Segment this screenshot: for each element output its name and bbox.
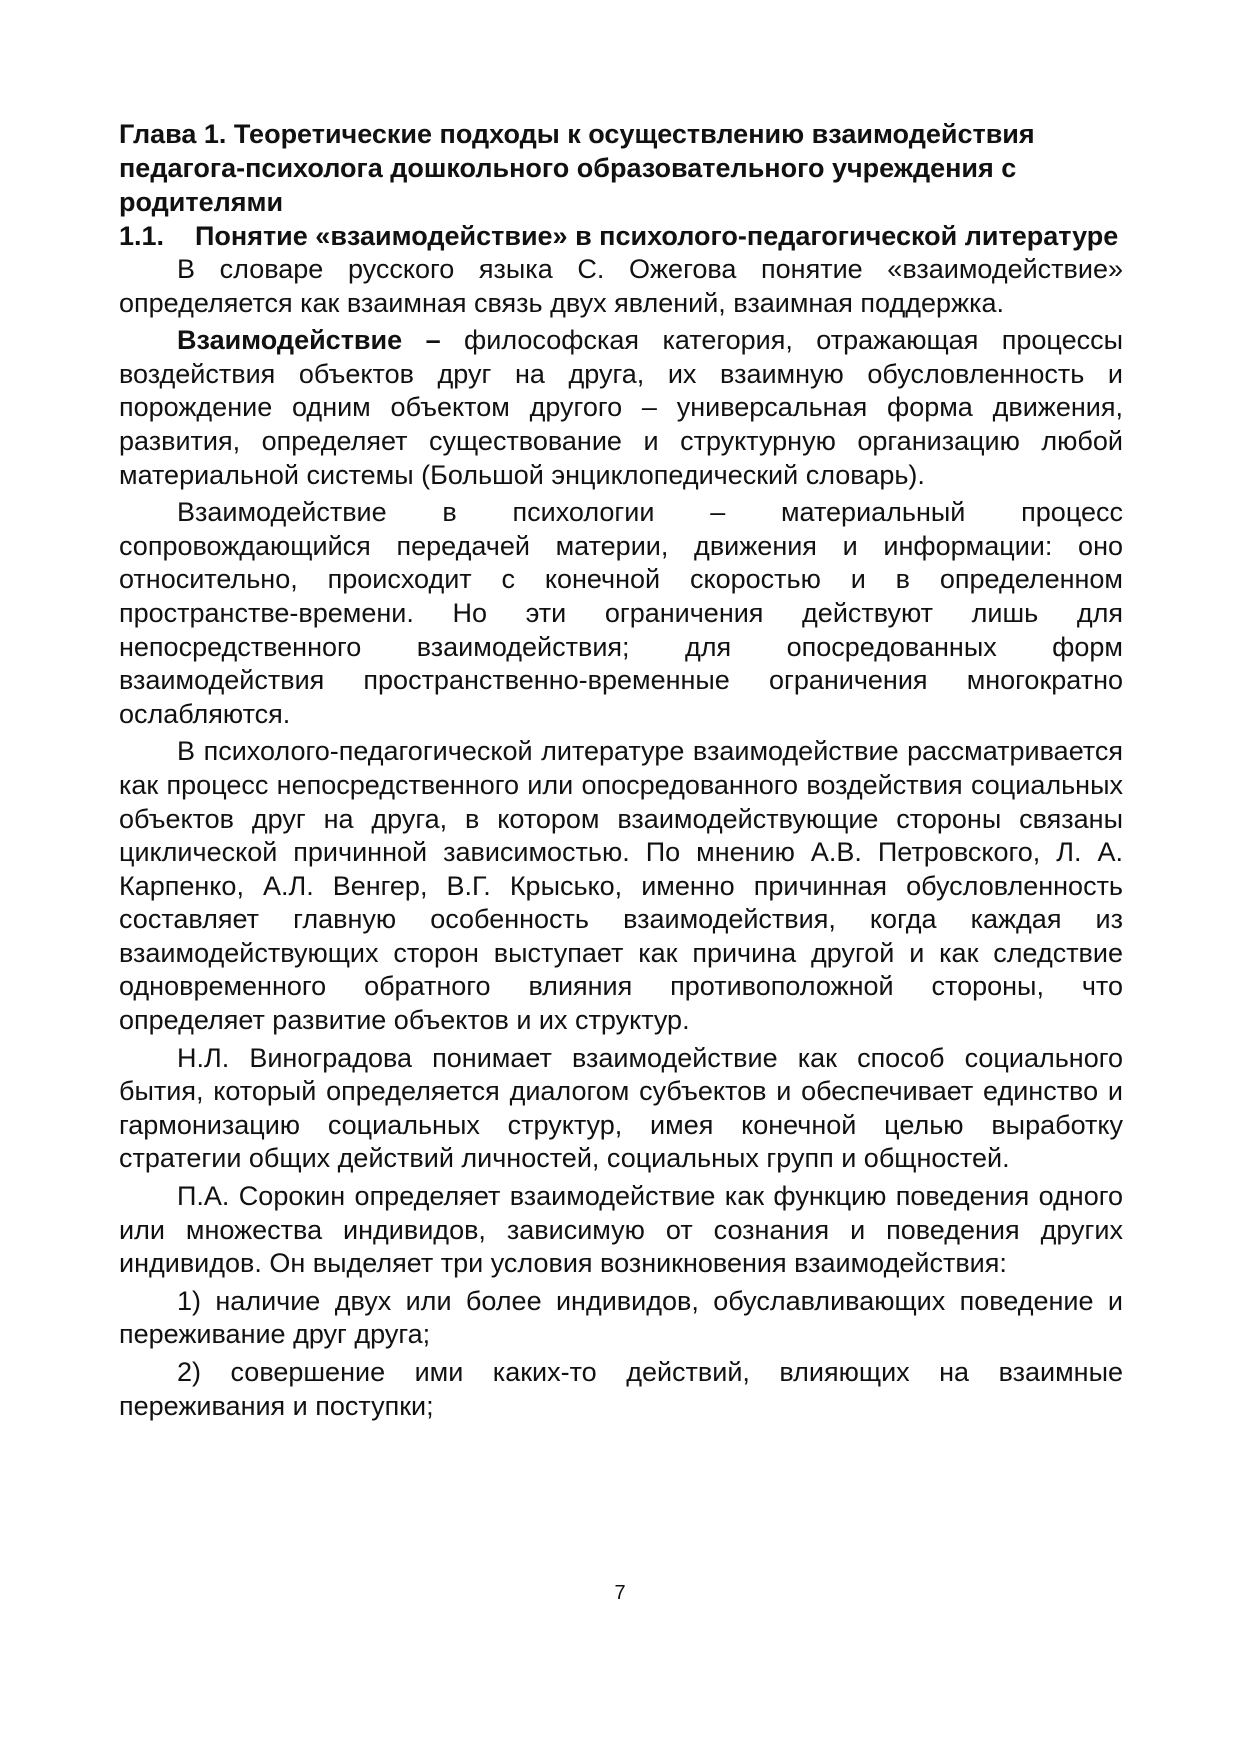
- paragraph-philosophy-definition: [119, 320, 1123, 492]
- paragraph-pedagogical-literature: В психолого-педагогической литературе взаимодействие рассматривается как процесс непосредственного или опосредованного воздействия социальных объектов друг на друга, в котором взаимодействующие стороны связаны циклической причинной зависимостью. По мнению А.В. Петровского, Л. А. Карпенко, А.Л. Венгер, В.Г. Крысько, именно причинная обусловленность составляет главную особенность взаимодействия, когда каждая из взаимодействующих сторон выступает как причина другой и как следствие одновременного обратного влияния противоположной стороны, что определяет развитие объектов и их структур.: [119, 736, 1123, 1036]
- paragraph-lead-term: Взаимодействие –: [177, 325, 441, 356]
- list-item: 2) совершение ими каких-то действий, влияющих на взаимные переживания и поступки;: [119, 1357, 1123, 1421]
- paragraph-lead-text: философская категория, отражающая процессы воздействия объектов друг на друга, их взаимную обусловленность и порождение одним объектом другого – универсальная форма движения, развития, определяет существование и структурную организацию любой материальной системы (Большой энциклопедический словарь).: [119, 325, 1123, 490]
- section-title: Понятие «взаимодействие» в психолого-педагогической литературе: [195, 221, 1119, 251]
- section-number: 1.1.: [119, 221, 165, 251]
- page-number: 7: [614, 1582, 626, 1604]
- chapter-title: Глава 1. Теоретические подходы к осуществлению взаимодействия педагога-психолога дошкольного образовательного учреждения с родителями: [119, 119, 1035, 217]
- page-content: [119, 117, 1123, 1423]
- list-item: 1) наличие двух или более индивидов, обуславливающих поведение и переживание друг друга;: [119, 1285, 1123, 1350]
- paragraph-sorokin: П.А. Сорокин определяет взаимодействие как функцию поведения одного или множества индивидов, зависимую от сознания и поведения других индивидов. Он выделяет три условия возникновения взаимодействия:: [119, 1181, 1123, 1279]
- paragraph-ozhegov-definition: В словаре русского языка С. Ожегова понятие «взаимодействие» определяется как взаимная связь двух явлений, взаимная поддержка.: [119, 254, 1123, 318]
- section-heading: [119, 219, 1123, 253]
- paragraph-vinogradova: Н.Л. Виноградова понимает взаимодействие как способ социального бытия, который определяется диалогом субъектов и обеспечивает единство и гармонизацию социальных структур, имея конечной целью выработку стратегии общих действий личностей, социальных групп и общностей.: [119, 1042, 1123, 1174]
- paragraph-psychology-definition: Взаимодействие в психологии – материальный процесс сопровождающийся передачей материи, движения и информации: оно относительно, происходит с конечной скоростью и в определенном пространстве-времени. Но эти ограничения действуют лишь для непосредственного взаимодействия; для опосредованных форм взаимодействия пространственно-временные ограничения многократно ослабляются.: [119, 497, 1123, 729]
